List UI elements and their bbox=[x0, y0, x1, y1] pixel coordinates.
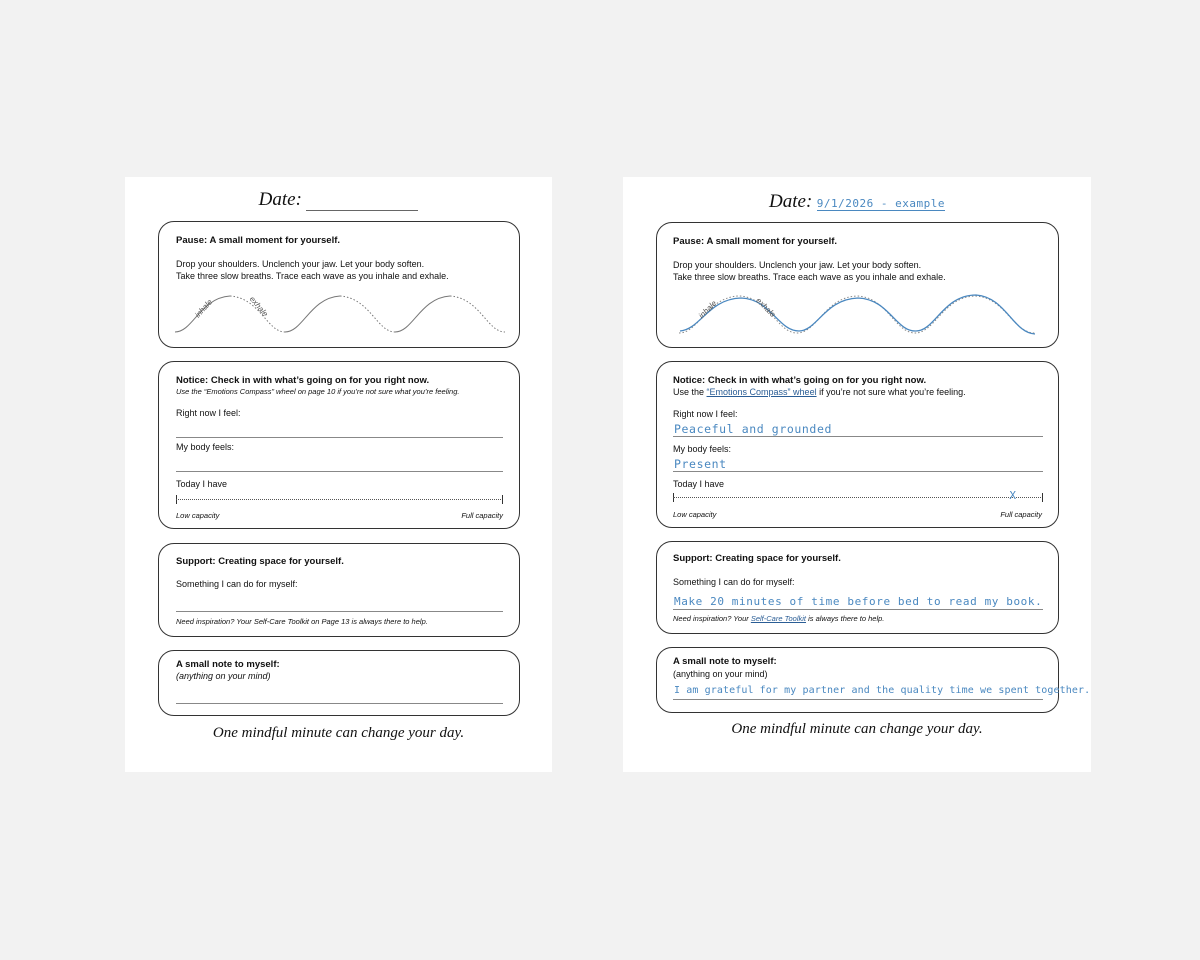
date-row bbox=[125, 189, 552, 211]
pause-line-1: Drop your shoulders. Unclench your jaw. Let your body soften. bbox=[673, 260, 922, 270]
body-label: My body feels: bbox=[176, 442, 235, 452]
support-field[interactable] bbox=[673, 609, 1043, 610]
date-value[interactable]: 9/1/2026 - example bbox=[816, 197, 945, 210]
note-field[interactable] bbox=[673, 699, 1043, 700]
support-hint-post: is always there to help. bbox=[806, 614, 885, 623]
body-label: My body feels: bbox=[673, 444, 732, 454]
pause-line-2: Take three slow breaths. Trace each wave as you inhale and exhale. bbox=[176, 271, 449, 281]
body-field[interactable] bbox=[673, 471, 1043, 472]
note-subtitle: (anything on your mind) bbox=[176, 671, 271, 681]
support-label: Something I can do for myself: bbox=[673, 577, 795, 587]
footer-quote: One mindful minute can change your day. bbox=[731, 721, 983, 737]
notice-hint: Use the “Emotions Compass” wheel on page 10 if you’re not sure what you’re feeling. bbox=[176, 387, 460, 396]
note-subtitle: (anything on your mind) bbox=[673, 669, 768, 679]
pause-section bbox=[656, 222, 1059, 348]
note-value[interactable]: I am grateful for my partner and the quality time we spent together. bbox=[674, 685, 1091, 696]
note-title: A small note to myself: bbox=[673, 656, 777, 667]
pause-section bbox=[158, 221, 520, 348]
feel-field[interactable] bbox=[673, 436, 1043, 437]
feel-field[interactable] bbox=[176, 437, 503, 438]
pause-title: Pause: A small moment for yourself. bbox=[176, 235, 341, 246]
note-section bbox=[158, 650, 520, 716]
support-label: Something I can do for myself: bbox=[176, 579, 298, 589]
exhale-label: exhale bbox=[247, 294, 270, 319]
scale-end-tick bbox=[502, 495, 503, 504]
full-capacity-label: Full capacity bbox=[1000, 510, 1042, 519]
scale-end-tick bbox=[1042, 493, 1043, 502]
notice-hint-post: if you’re not sure what you’re feeling. bbox=[816, 387, 966, 397]
blank-worksheet-page bbox=[125, 177, 552, 772]
body-field[interactable] bbox=[176, 471, 503, 472]
notice-hint bbox=[673, 386, 966, 398]
note-section bbox=[656, 647, 1091, 713]
feel-value[interactable]: Peaceful and grounded bbox=[674, 422, 832, 436]
inhale-label: inhale bbox=[193, 297, 215, 320]
support-hint-pre: Need inspiration? Your bbox=[673, 614, 751, 623]
support-value[interactable]: Make 20 minutes of time before bed to read my book. bbox=[674, 595, 1043, 608]
notice-section bbox=[158, 361, 520, 529]
today-label: Today I have bbox=[673, 479, 725, 489]
notice-title: Notice: Check in with what’s going on for you right now. bbox=[673, 375, 927, 386]
capacity-scale[interactable] bbox=[673, 497, 1043, 498]
note-title: A small note to myself: bbox=[176, 659, 280, 670]
inhale-label: inhale bbox=[696, 298, 719, 321]
today-label: Today I have bbox=[176, 479, 228, 489]
pause-line-2: Take three slow breaths. Trace each wave as you inhale and exhale. bbox=[673, 272, 946, 282]
low-capacity-label: Low capacity bbox=[673, 510, 717, 519]
notice-hint-pre: Use the bbox=[673, 387, 707, 397]
support-field[interactable] bbox=[176, 611, 503, 612]
feel-label: Right now I feel: bbox=[176, 408, 241, 418]
support-section bbox=[656, 541, 1059, 634]
footer-quote: One mindful minute can change your day. bbox=[212, 725, 465, 741]
note-field[interactable] bbox=[176, 703, 503, 704]
capacity-mark[interactable]: X bbox=[1009, 489, 1017, 502]
pause-title: Pause: A small moment for yourself. bbox=[673, 236, 838, 247]
pause-line-1: Drop your shoulders. Unclench your jaw. Let your body soften. bbox=[176, 259, 425, 269]
exhale-label: exhale bbox=[754, 295, 778, 320]
support-section bbox=[158, 543, 520, 637]
example-worksheet-page bbox=[623, 177, 1091, 772]
support-title: Support: Creating space for yourself. bbox=[673, 553, 841, 564]
support-hint bbox=[673, 614, 884, 623]
date-label: Date: bbox=[258, 189, 302, 210]
notice-section bbox=[656, 361, 1059, 528]
self-care-toolkit-link[interactable]: Self-Care Toolkit bbox=[750, 614, 807, 623]
low-capacity-label: Low capacity bbox=[176, 511, 220, 520]
capacity-scale[interactable] bbox=[176, 499, 503, 500]
breathing-wave[interactable] bbox=[175, 290, 505, 340]
full-capacity-label: Full capacity bbox=[461, 511, 503, 520]
breathing-wave[interactable] bbox=[679, 293, 1035, 337]
emotions-compass-link[interactable]: “Emotions Compass” wheel bbox=[706, 387, 817, 397]
notice-title: Notice: Check in with what’s going on for you right now. bbox=[176, 375, 430, 386]
feel-label: Right now I feel: bbox=[673, 409, 738, 419]
body-value[interactable]: Present bbox=[674, 457, 727, 471]
date-row bbox=[623, 191, 1091, 213]
support-hint: Need inspiration? Your Self-Care Toolkit on Page 13 is always there to help. bbox=[176, 617, 428, 626]
support-title: Support: Creating space for yourself. bbox=[176, 556, 344, 567]
date-label: Date: bbox=[769, 191, 813, 212]
date-field[interactable] bbox=[306, 192, 418, 211]
